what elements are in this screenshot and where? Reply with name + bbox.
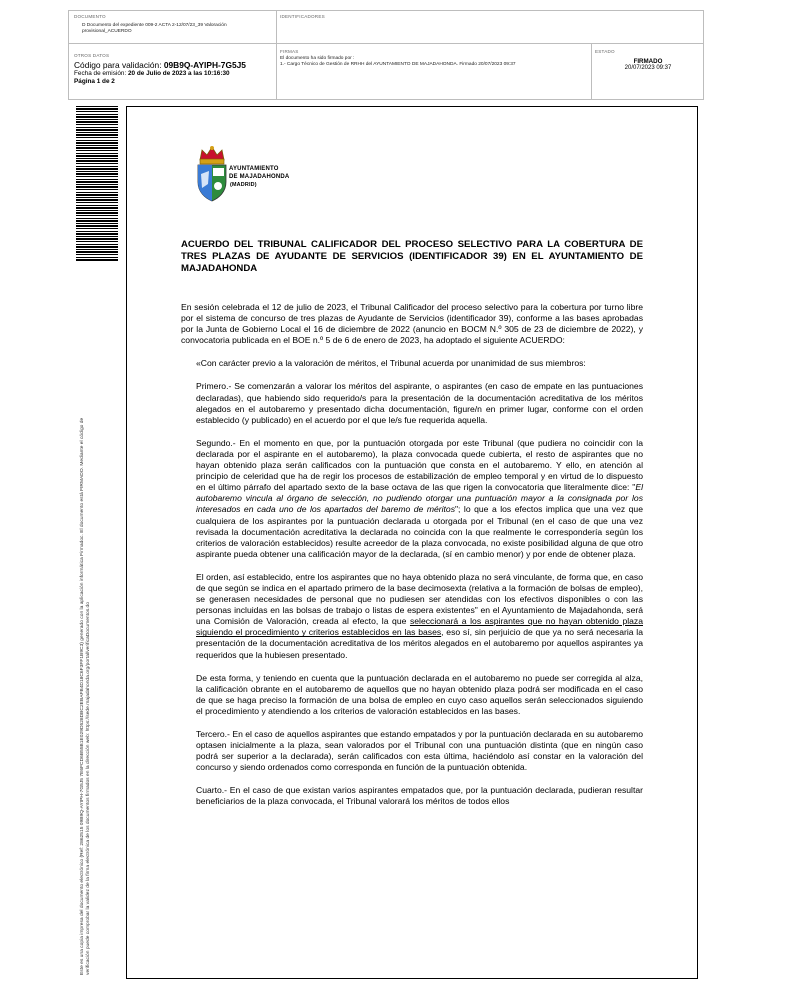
codigo-value: 09B9Q-AYIPH-7G5J5	[163, 60, 246, 70]
identificadores-cell	[280, 14, 325, 19]
header-divider	[591, 43, 592, 99]
segundo-text-b: "; lo que a los efectos implica que una vez que cualquiera de los aspirantes por la puntuación declarada u otorgada por el Tribunal (en el caso de que una vez revisada la documentación acreditativa la declarada no coincida con la que realmente le correspondería según los criterios de valoración establecidos) resulte acreedor de la plaza convocada, no existe posibilidad alguna de que otro aspirante pueda obtener una calificación mayor de la declarada, (sí en cambio menor) y por ende de obtener plaza.	[196, 504, 643, 559]
cuarto-paragraph: Cuarto.- En el caso de que existan varios aspirantes empatados que, por la puntuación declarada, pudieran resultar beneficiarios de la plaza convocada, el Tribunal valorará los méritos de todos ellos	[196, 785, 643, 807]
orden-text-a: El orden, así establecido, entre los aspirantes que no haya obtenido plaza no será vinculante, de forma que, en caso de que según se indica en el apartado primero de la base decimosexta (relativa a la formación de bolsas de empleo), se generasen necesidades de personal que no pudiesen ser atendidas con los efectivos disponibles o con las personas incluidas en las bolsas de trabajo o listas de espera existentes" en el Ayuntamiento de Majadahonda, será una Comisión de Valoración, creada al efecto, la que	[196, 571, 643, 627]
documento-label: DOCUMENTO	[74, 14, 106, 19]
header-divider	[276, 43, 277, 99]
coat-of-arms-logo	[194, 144, 230, 204]
primero-paragraph: Primero.- Se comenzarán a valorar los méritos del aspirante, o aspirantes (en caso de empate en las puntuaciones declaradas), que habiendo sido requerido/s para la presentación de la documentación acreditativa de los méritos alegados en el autobaremo y presentado dicha documentación, figure/n en primer lugar, conforme con el orden establecido (y publicado) en el acuerdo por el que le/s fue requerida aquella.	[196, 381, 643, 425]
firmas-line2: 1.- Cargo Técnico de Gestión de RRHH del AYUNTAMIENTO DE MAJADAHONDA. Firmado 20/07/2023 09:37	[280, 62, 516, 67]
segundo-italic-quote: El autobaremo vincula al órgano de selección, no pudiendo otorgar una puntuación mayor a la consignada por los interesados en cada uno de los apartados del baremo de méritos	[196, 482, 643, 515]
segundo-paragraph	[196, 438, 643, 560]
orden-text-b: , eso sí, sin perjuicio de que ya no será necesaria la presentación de la documentación acreditativa de los méritos alegados en el autobaremo por aquellos aspirantes ya requeridos que la hubiesen presentado.	[196, 627, 643, 660]
estado-date: 20/07/2023 09:37	[624, 65, 672, 71]
fecha-prefix: Fecha de emisión:	[74, 70, 128, 77]
document-title: ACUERDO DEL TRIBUNAL CALIFICADOR DEL PROCESO SELECTIVO PARA LA COBERTURA DE TRES PLAZAS DE AYUDANTE DE SERVICIOS (IDENTIFICADOR 39) EN EL AYUNTAMIENTO DE MAJADAHONDA	[181, 239, 643, 274]
verification-side-text	[80, 285, 93, 975]
orden-paragraph	[196, 572, 643, 661]
otros-datos-label: OTROS DATOS	[74, 53, 110, 58]
barcode	[76, 106, 118, 261]
estado-label: ESTADO	[595, 49, 615, 54]
side-text-line2: verificación puede comprobar la validez de la firma electrónica de los documentos firmados en la dirección web: https://sede.majadahonda.org/portal/verificaDocumentos.do	[86, 602, 92, 975]
logo-line2: DE MAJADAHONDA	[229, 174, 290, 180]
coat-of-arms-icon	[194, 144, 230, 204]
estado-value: FIRMADO	[633, 58, 663, 65]
municipality-name	[229, 165, 289, 189]
codigo-validacion	[74, 61, 272, 70]
firmas-line1: El documento ha sido firmado por :	[280, 56, 355, 61]
tercero-paragraph: Tercero.- En el caso de aquellos aspirantes que estando empatados y por la puntuación declarada en su autobaremo optasen inicialmente a la plaza, sean valorados por el Tribunal con una puntuación distinta (que en ningún caso podrá ser superior a la declarada), serán calificados con esta última, haciéndolo así constar en la valoración del concurso y siendo ordenados como corresponda en función de la puntuación obtenida.	[196, 729, 643, 773]
logo-line3: (MADRID)	[230, 182, 257, 188]
orden-underlined-text: seleccionará a los aspirantes que no hayan obtenido plaza siguiendo el procedimiento y criterios establecidos en las bases	[196, 616, 643, 638]
header-divider	[69, 43, 703, 44]
fecha-emision	[74, 70, 272, 78]
identificadores-label: IDENTIFICADORES	[280, 14, 325, 19]
document-body	[181, 302, 643, 820]
header-divider	[276, 11, 277, 43]
firmas-label: FIRMAS	[280, 49, 299, 54]
documento-cell	[74, 14, 272, 35]
otros-datos-cell	[74, 53, 272, 86]
document-header	[68, 10, 704, 100]
segundo-text-a: Segundo.- En el momento en que, por la puntuación otorgada por este Tribunal (que pudiera no coincidir con la declarada por el aspirante en el autobaremo), la plaza convocada quede cubierta, el resto de aspirantes que no hayan obtenido plaza serán calificados con la puntuación que consta en el autobaremo. Y ello, en atención al principio de celeridad que ha de regir los procesos de estabilización de empleo temporal y en virtud de lo dispuesto en el último párrafo del apartado sexto de la base octava de las que rigen la convocatoria que literalmente dice: "	[196, 437, 643, 493]
intro-paragraph: En sesión celebrada el 12 de julio de 2023, el Tribunal Calificador del proceso selectivo para la cobertura por turno libre por el sistema de concurso de tres plazas de Ayudante de Servicios (identificador 39), conforme a las bases aprobadas por la Junta de Gobierno Local el 16 de diciembre de 2022 (anuncio en BOCM N.º 305 de 23 de diciembre de 2022), y convocatoria publicada en el BOE n.º 5 de 6 de enero de 2023, ha adoptado el siguiente ACUERDO:	[181, 302, 643, 346]
codigo-prefix: Código para validación:	[74, 60, 164, 70]
firmas-cell	[280, 49, 585, 68]
side-text-line1: Este es una copia impresa del documento electrónico (Ref: 2862515 09B9Q-AYIPH-7G5J5 7E6FCD6B55B1E029D528DBC2EBAFB4D18C6F3FF1B9C3) generado con la aplicación informática Firmadoc. El documento está FIRMADO. Mediante el código de	[80, 417, 85, 975]
pagina: Página 1 de 2	[74, 78, 115, 85]
logo-line1: AYUNTAMIENTO	[229, 166, 279, 172]
fecha-value: 20 de Julio de 2023 a las 10:16:30	[128, 70, 230, 77]
estado-cell	[595, 49, 701, 71]
de-esta-forma-paragraph: De esta forma, y teniendo en cuenta que la puntuación declarada en el autobaremo no puede ser corregida al alza, la calificación obrante en el autobaremo de aquellos que no hayan obtenido plaza podrá ser modificada en el caso de que se haga preciso la formación de una bolsa de empleo en cuyo caso aquellos serán seleccionados siguiendo el procedimiento y atendiendo a los criterios de valoración establecidos en las bases.	[196, 672, 643, 716]
documento-value: D Documento del expediente 009-2 ACTA 2-12/07/23_39 Valoración provisional_ACUERDO	[82, 23, 227, 34]
quote-paragraph: «Con carácter previo a la valoración de méritos, el Tribunal acuerda por unanimidad de sus miembros:	[196, 358, 586, 369]
